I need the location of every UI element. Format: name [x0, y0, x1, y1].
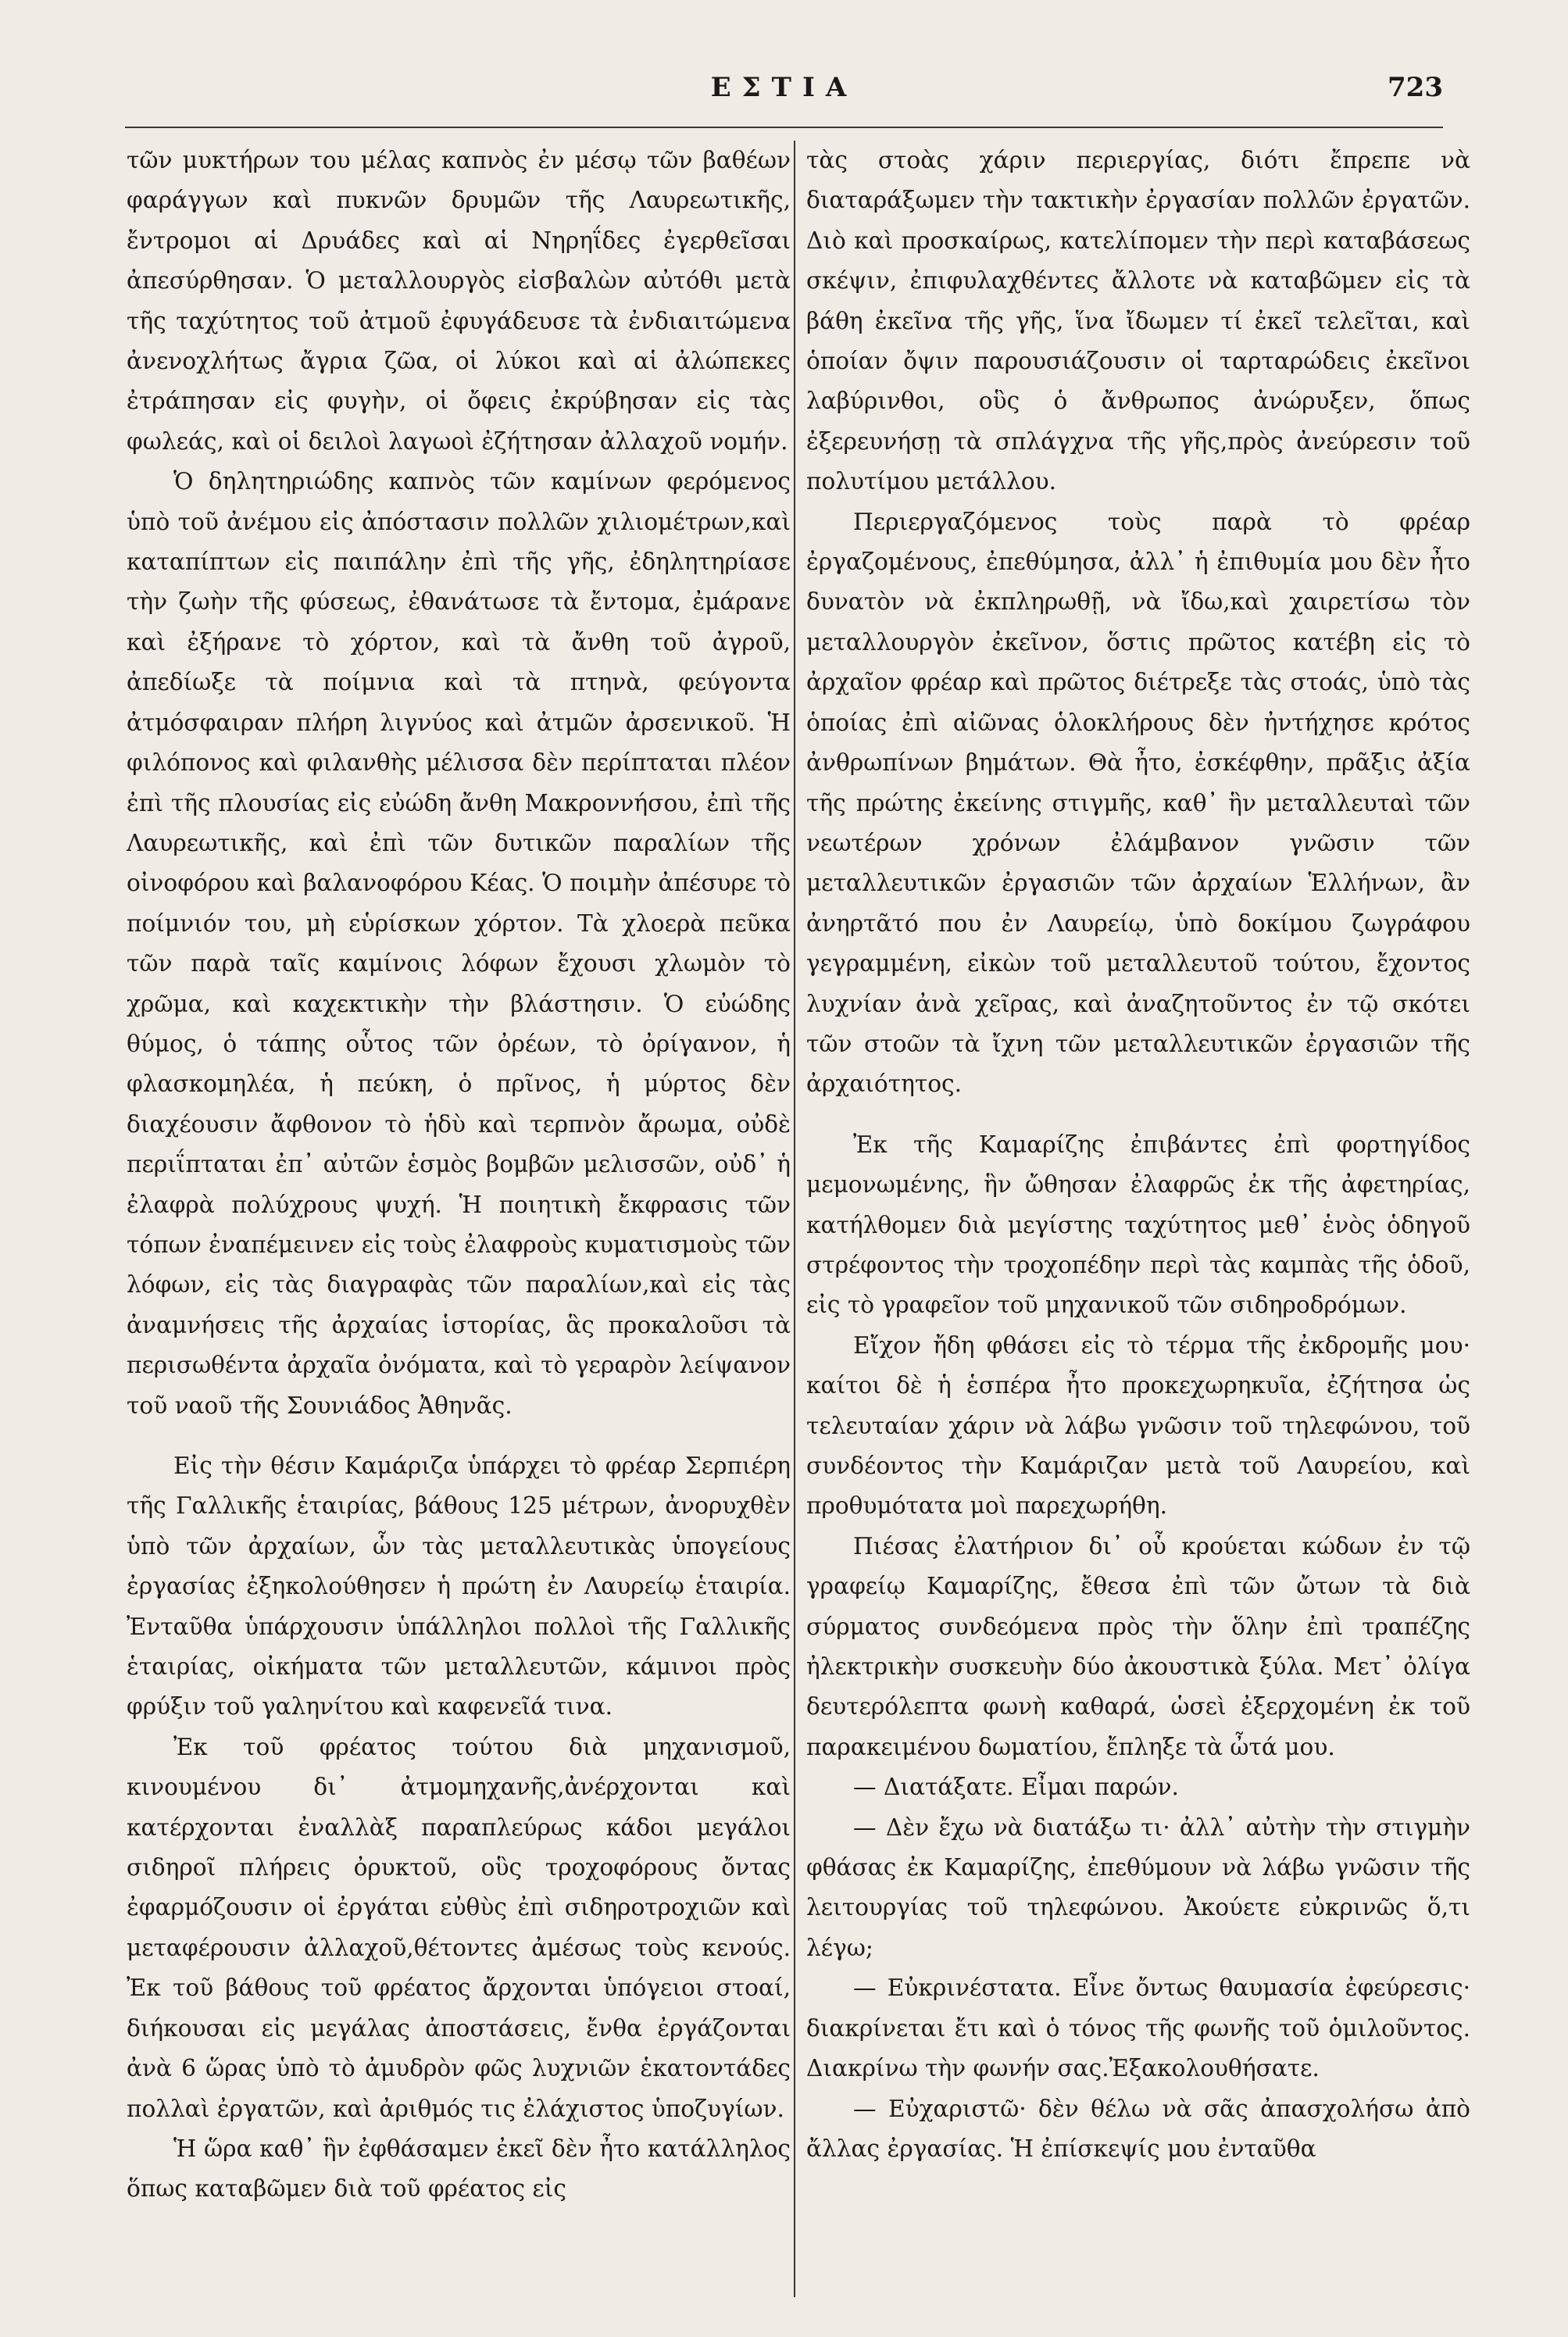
- page-number: 723: [1388, 72, 1443, 103]
- paragraph: τὰς στοὰς χάριν περιεργίας, διότι ἔπρεπε νὰ διαταράξωμεν τὴν τακτικὴν ἐργασίαν πολλῶν ἐργατῶν. Διὸ καὶ προσκαίρως, κατελίπομεν τὴν περὶ καταβάσεως σκέψιν, ἐπιφυλαχθέντες ἄλλοτε νὰ καταβῶμεν εἰς τὰ βάθη ἐκεῖνα τῆς γῆς, ἵνα ἴδωμεν τί ἐκεῖ τελεῖται, καὶ ὁποίαν ὄψιν παρουσιάζουσιν οἱ ταρταρώδεις ἐκεῖνοι λαβύρινθοι, οὓς ὁ ἄνθρωπος ἀνώρυξεν, ὅπως ἐξερευνήσῃ τὰ σπλάγχνα τῆς γῆς,πρὸς ἀνεύρεσιν τοῦ πολυτίμου μετάλλου.: [806, 147, 1470, 495]
- dialogue-line: — Δὲν ἔχω νὰ διατάξω τι· ἀλλ᾽ αὐτὴν τὴν στιγμὴν φθάσας ἐκ Καμαρίζης, ἐπεθύμουν νὰ λάβω γνῶσιν τῆς λειτουργίας τοῦ τηλεφώνου. Ἀκούετε εὐκρινῶς ὅ,τι λέγω;: [806, 1813, 1470, 1961]
- paragraph: τῶν μυκτήρων του μέλας καπνὸς ἐν μέσῳ τῶν βαθέων φαράγγων καὶ πυκνῶν δρυμῶν τῆς Λαυρεωτικῆς, ἔντρομοι αἱ Δρυάδες καὶ αἱ Νηρηΐδες ἐγερθεῖσαι ἀπεσύρθησαν. Ὁ μεταλλουργὸς εἰσβαλὼν αὐτόθι μετὰ τῆς ταχύτητος τοῦ ἀτμοῦ ἐφυγάδευσε τὰ ἐνδιαιτώμενα ἀνενοχλήτως ἄγρια ζῶα, οἱ λύκοι καὶ αἱ ἀλώπεκες ἐτράπησαν εἰς φυγὴν, οἱ ὄφεις ἐκρύβησαν εἰς τὰς φωλεάς, καὶ οἱ δειλοὶ λαγωοὶ ἐζήτησαν ἀλλαχοῦ νομήν.: [127, 147, 791, 455]
- left-column: [127, 141, 791, 2210]
- paragraph: Περιεργαζόμενος τοὺς παρὰ τὸ φρέαρ ἐργαζομένους, ἐπεθύμησα, ἀλλ᾽ ἡ ἐπιθυμία μου δὲν ἦτο δυνατὸν νὰ ἐκπληρωθῇ, νὰ ἴδω,καὶ χαιρετίσω τὸν μεταλλουργὸν ἐκεῖνον, ὅστις πρῶτος κατέβη εἰς τὸ ἀρχαῖον φρέαρ καὶ πρῶτος διέτρεξε τὰς στοάς, ὑπὸ τὰς ὁποίας ἐπὶ αἰῶνας ὁλοκλήρους δὲν ἠντήχησε κρότος ἀνθρωπίνων βημάτων. Θὰ ἦτο, ἐσκέφθην, πρᾶξις ἀξία τῆς πρώτης ἐκείνης στιγμῆς, καθ᾽ ἣν μεταλλευταὶ τῶν νεωτέρων χρόνων ἐλάμβανον γνῶσιν τῶν μεταλλευτικῶν ἐργασιῶν τῶν ἀρχαίων Ἑλλήνων, ἂν ἀνηρτᾶτό που ἐν Λαυρείῳ, ὑπὸ δοκίμου ζωγράφου γεγραμμένη, εἰκὼν τοῦ μεταλλευτοῦ τούτου, ἔχοντος λυχνίαν ἀνὰ χεῖρας, καὶ ἀναζητοῦντος ἐν τῷ σκότει τῶν στοῶν τὰ ἴχνη τῶν μεταλλευτικῶν ἐργασιῶν τῆς ἀρχαιότητος.: [806, 508, 1470, 1098]
- paragraph: Ἐκ τῆς Καμαρίζης ἐπιβάντες ἐπὶ φορτηγίδος μεμονωμένης, ἣν ὤθησαν ἐλαφρῶς ἐκ τῆς ἀφετηρίας, κατήλθομεν διὰ μεγίστης ταχύτητος μεθ᾽ ἑνὸς ὁδηγοῦ στρέφοντος τὴν τροχοπέδην περὶ τὰς καμπὰς τῆς ὁδοῦ, εἰς τὸ γραφεῖον τοῦ μηχανικοῦ τῶν σιδηροδρόμων.: [806, 1131, 1470, 1319]
- right-column: [806, 141, 1470, 2169]
- paragraph: Ἐκ τοῦ φρέατος τούτου διὰ μηχανισμοῦ, κινουμένου δι᾽ ἀτμομηχανῆς,ἀνέρχονται καὶ κατέρχονται ἐναλλὰξ παραπλεύρως κάδοι μεγάλοι σιδηροῖ πλήρεις ὀρυκτοῦ, οὓς τροχοφόρους ὄντας ἐφαρμόζουσιν οἱ ἐργάται εὐθὺς ἐπὶ σιδηροτροχιῶν καὶ μεταφέρουσιν ἀλλαχοῦ,θέτοντες ἀμέσως τοὺς κενούς. Ἐκ τοῦ βάθους τοῦ φρέατος ἄρχονται ὑπόγειοι στοαί, διήκουσαι εἰς μεγάλας ἀποστάσεις, ἔνθα ἐργάζονται ἀνὰ 6 ὥρας ὑπὸ τὸ ἀμυδρὸν φῶς λυχνιῶν ἑκατοντάδες πολλαὶ ἐργατῶν, καὶ ἀριθμός τις ἐλάχιστος ὑποζυγίων.: [127, 1733, 791, 2122]
- running-title: ΕΣΤΙΑ: [710, 72, 858, 103]
- paragraph: Εἴχον ἤδη φθάσει εἰς τὸ τέρμα τῆς ἐκδρομῆς μου· καίτοι δὲ ἡ ἑσπέρα ἦτο προκεχωρηκυῖα, ἐζήτησα ὡς τελευταίαν χάριν νὰ λάβω γνῶσιν τοῦ τηλεφώνου, τοῦ συνδέοντος τὴν Καμάριζαν μετὰ τοῦ Λαυρείου, καὶ προθυμότατα μοὶ παρεχωρήθη.: [806, 1331, 1470, 1520]
- paragraph: Εἰς τὴν θέσιν Καμάριζα ὑπάρχει τὸ φρέαρ Σερπιέρη τῆς Γαλλικῆς ἑταιρίας, βάθους 125 μέτρων, ἀνορυχθὲν ὑπὸ τῶν ἀρχαίων, ὧν τὰς μεταλλευτικὰς ὑπογείους ἐργασίας ἐξηκολούθησεν ἡ πρώτη ἐν Λαυρείῳ ἑταιρία. Ἐνταῦθα ὑπάρχουσιν ὑπάλληλοι πολλοὶ τῆς Γαλλικῆς ἑταιρίας, οἰκήματα τῶν μεταλλευτῶν, κάμινοι πρὸς φρύξιν τοῦ γαληνίτου καὶ καφενεῖά τινα.: [127, 1453, 791, 1721]
- paragraph: Πιέσας ἐλατήριον δι᾽ οὗ κρούεται κώδων ἐν τῷ γραφείῳ Καμαρίζης, ἔθεσα ἐπὶ τῶν ὤτων τὰ διὰ σύρματος συνδεόμενα πρὸς τὴν ὅλην ἐπὶ τραπέζης ἠλεκτρικὴν συσκευὴν δύο ἀκουστικὰ ξύλα. Μετ᾽ ὀλίγα δευτερόλεπτα φωνὴ καθαρά, ὡσεὶ ἐξερχομένη ἐκ τοῦ παρακειμένου δωματίου, ἔπληξε τὰ ὦτά μου.: [806, 1532, 1470, 1760]
- dialogue-line: — Εὐκρινέστατα. Εἶνε ὄντως θαυμασία ἐφεύρεσις· διακρίνεται ἔτι καὶ ὁ τόνος τῆς φωνῆς τοῦ ὁμιλοῦντος. Διακρίνω τὴν φωνήν σας.Ἐξακολουθήσατε.: [806, 1974, 1470, 2082]
- dialogue-line: — Διατάξατε. Εἶμαι παρών.: [853, 1774, 1179, 1801]
- dialogue-line: — Εὐχαριστῶ· δὲν θέλω νὰ σᾶς ἀπασχολήσω ἀπὸ ἄλλας ἐργασίας. Ἡ ἐπίσκεψίς μου ἐνταῦθα: [806, 2095, 1470, 2162]
- header-rule: [125, 127, 1443, 128]
- column-rule: [794, 141, 795, 2297]
- paragraph: Ὁ δηλητηριώδης καπνὸς τῶν καμίνων φερόμενος ὑπὸ τοῦ ἀνέμου εἰς ἀπόστασιν πολλῶν χιλιομέτρων,καὶ καταπίπτων εἰς παιπάλην ἐπὶ τῆς γῆς, ἐδηλητηρίασε τὴν ζωὴν τῆς φύσεως, ἐθανάτωσε τὰ ἔντομα, ἐμάρανε καὶ ἐξήρανε τὸ χόρτον, καὶ τὰ ἄνθη τοῦ ἀγροῦ, ἀπεδίωξε τὰ ποίμνια καὶ τὰ πτηνὰ, φεύγοντα ἀτμόσφαιραν πλήρη λιγνύος καὶ ἀτμῶν ἀρσενικοῦ. Ἡ φιλόπονος καὶ φιλανθὴς μέλισσα δὲν περίπταται πλέον ἐπὶ τῆς πλουσίας εἰς εὐώδη ἄνθη Μακροννήσου, ἐπὶ τῆς Λαυρεωτικῆς, καὶ ἐπὶ τῶν δυτικῶν παραλίων τῆς οἰνοφόρου καὶ βαλανοφόρου Κέας. Ὁ ποιμὴν ἀπέσυρε τὸ ποίμνιόν του, μὴ εὑρίσκων χόρτον. Τὰ χλοερὰ πεῦκα τῶν παρὰ ταῖς καμίνοις λόφων ἔχουσι χλωμὸν τὸ χρῶμα, καὶ καχεκτικὴν τὴν βλάστησιν. Ὁ εὐώδης θύμος, ὁ τάπης οὗτος τῶν ὀρέων, τὸ ὀρίγανον, ἡ φλασκομηλέα, ἡ πεύκη, ὁ πρῖνος, ἡ μύρτος δὲν διαχέουσιν ἄφθονον τὸ ἡδὺ καὶ τερπνὸν ἄρωμα, οὐδὲ περιΐπταται ἐπ᾽ αὐτῶν ἑσμὸς βομβῶν μελισσῶν, οὐδ᾽ ἡ ἐλαφρὰ πολύχρους ψυχή. Ἡ ποιητικὴ ἔκφρασις τῶν τόπων ἐναπέμεινεν εἰς τοὺς ἐλαφροὺς κυματισμοὺς τῶν λόφων, εἰς τὰς διαγραφὰς τῶν παραλίων,καὶ εἰς τὰς ἀναμνήσεις τῆς ἀρχαίας ἱστορίας, ἃς προκαλοῦσι τὰ περισωθέντα ἀρχαῖα ὀνόματα, καὶ τὸ γεραρὸν λείψανον τοῦ ναοῦ τῆς Σουνιάδος Ἀθηνᾶς.: [127, 468, 791, 1419]
- paragraph: Ἡ ὥρα καθ᾽ ἣν ἐφθάσαμεν ἐκεῖ δὲν ἦτο κατάλληλος ὅπως καταβῶμεν διὰ τοῦ φρέατος εἰς: [127, 2135, 791, 2203]
- page-header: [125, 72, 1443, 119]
